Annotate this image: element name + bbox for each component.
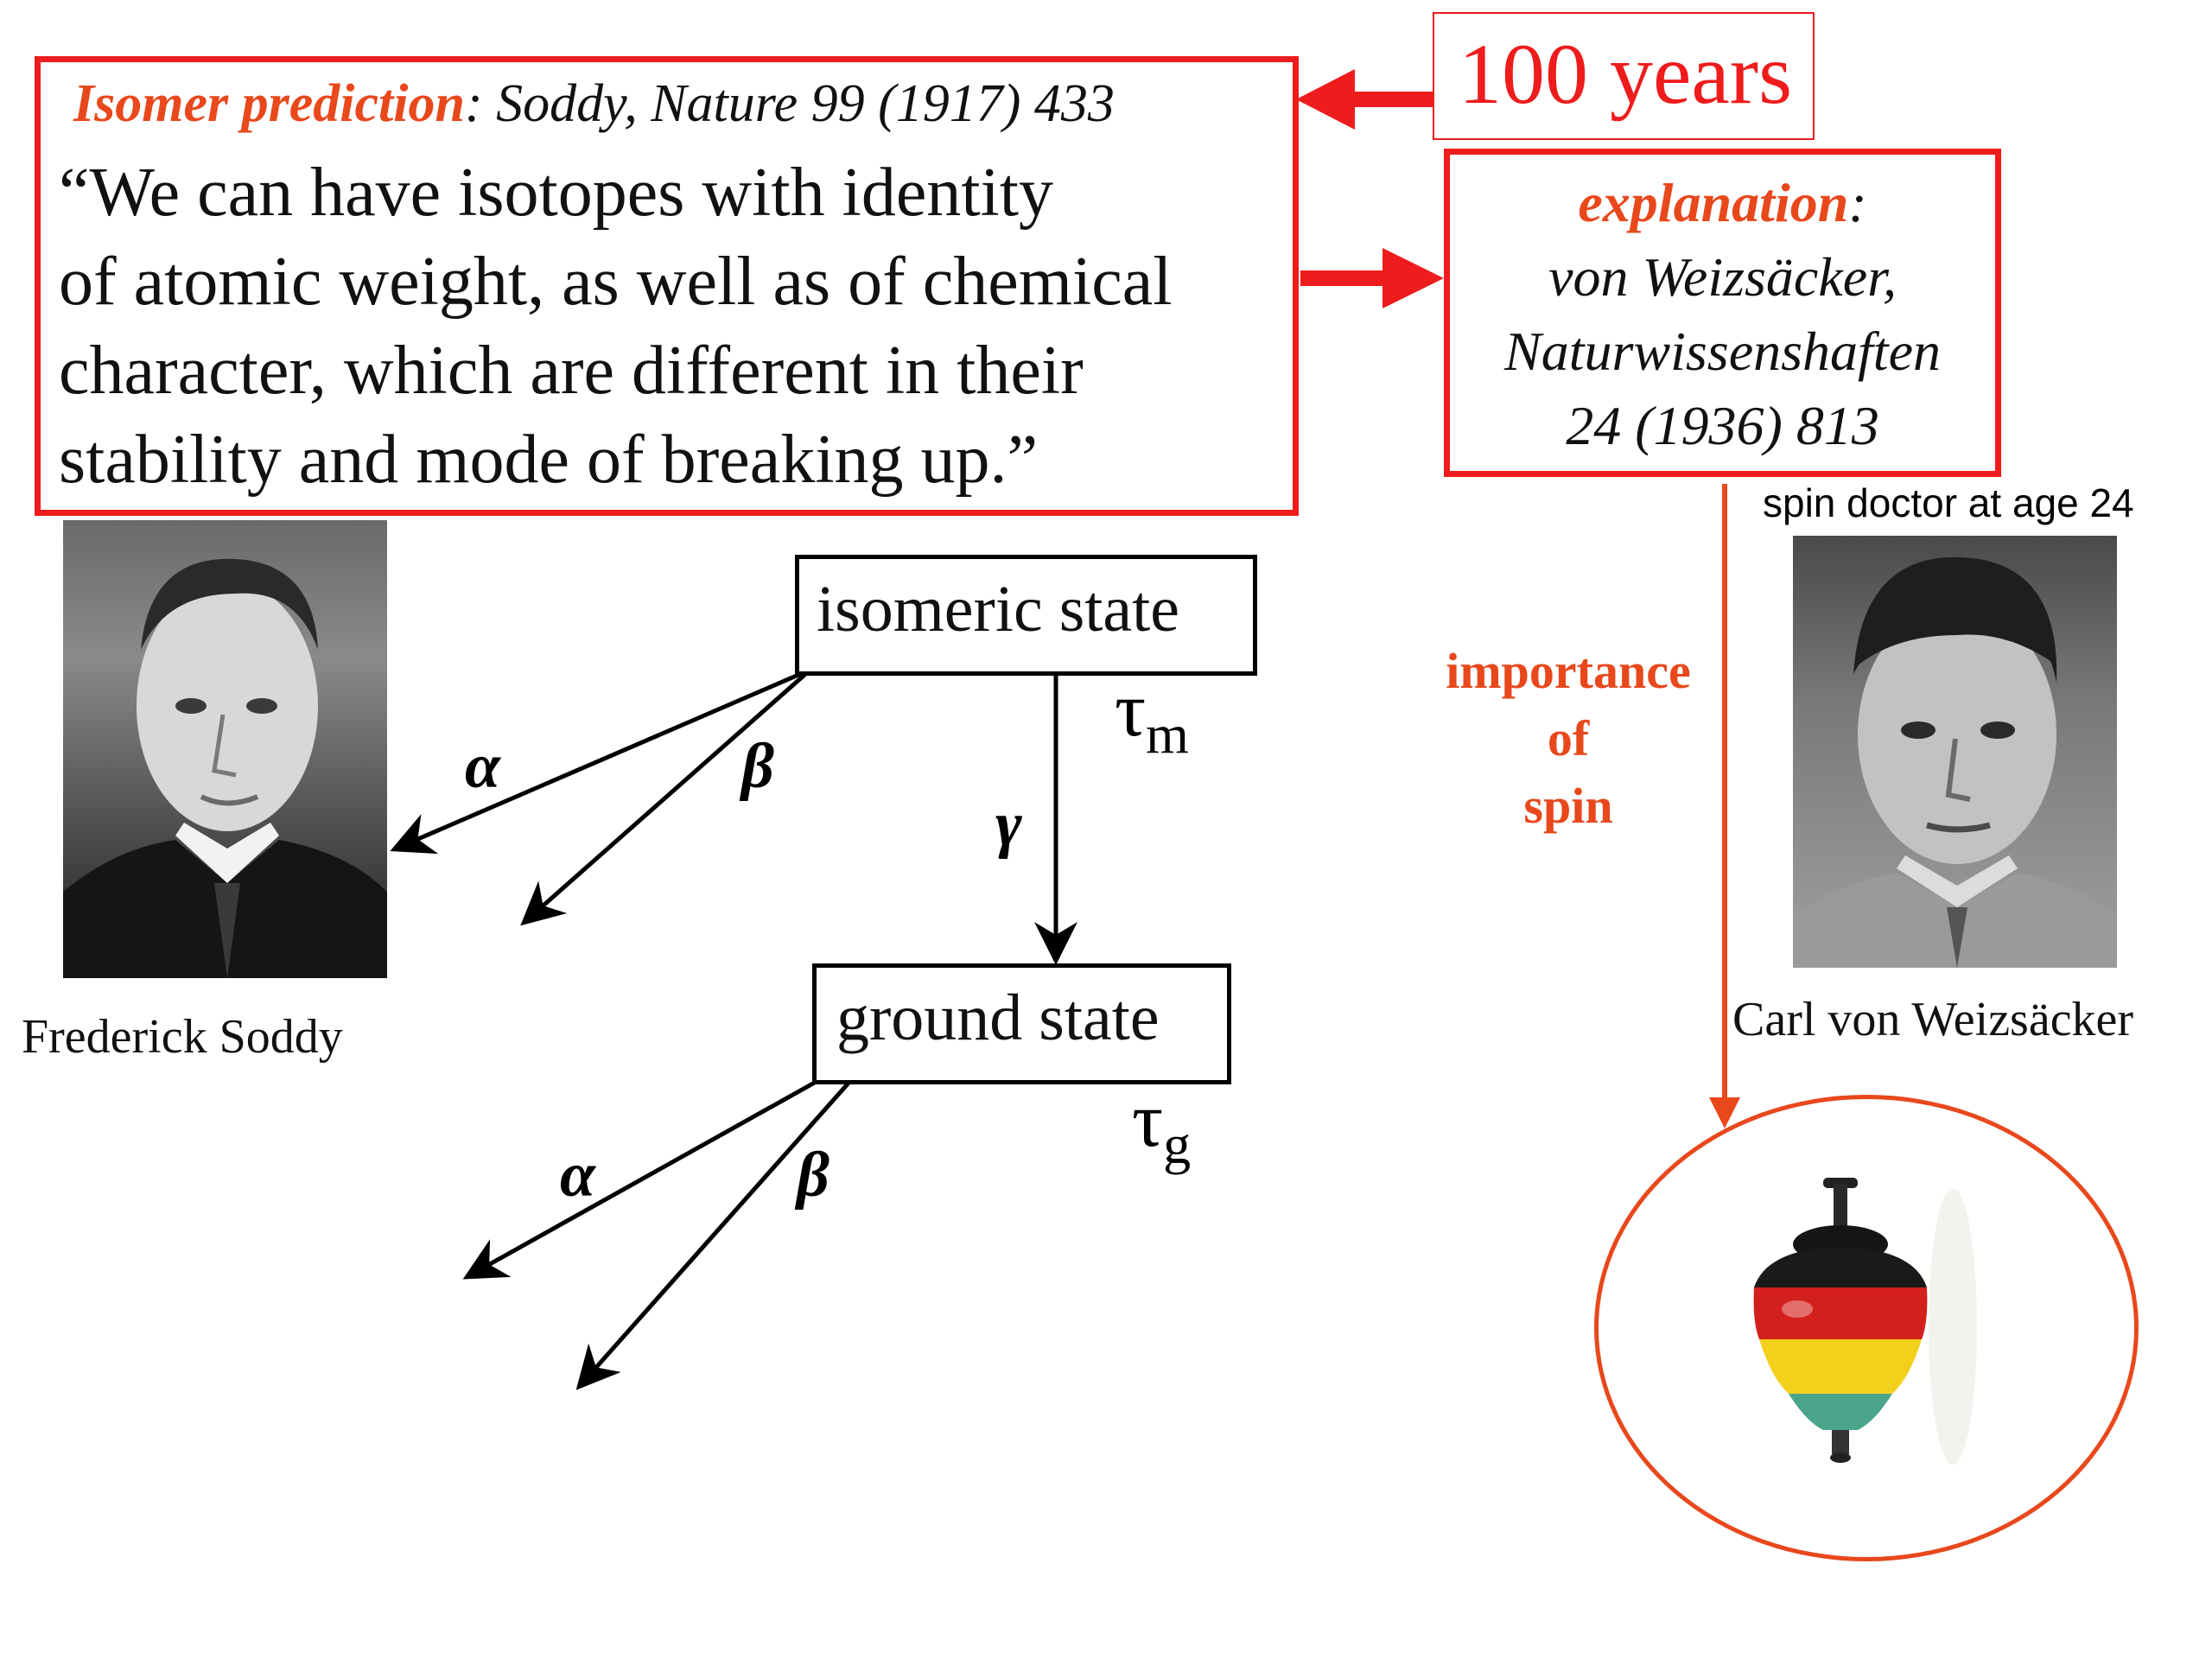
beta-label-isomeric: β <box>741 731 774 802</box>
explanation-line1: von Weizsäcker, <box>1548 246 1897 308</box>
spinning-top-icon <box>1737 1171 1979 1499</box>
importance-line2: of <box>1547 710 1590 766</box>
ground-state-label: ground state <box>836 982 1160 1054</box>
tau-g-label <box>1132 1076 1191 1177</box>
beta-label-ground: β <box>797 1140 830 1211</box>
arrow-prediction-to-explanation <box>1300 248 1444 308</box>
explanation-line2: Naturwissenshaften <box>1504 321 1941 382</box>
explanation-text <box>1444 166 2001 463</box>
portrait-soddy <box>63 520 387 978</box>
soddy-caption: Frederick Soddy <box>22 1010 343 1064</box>
importance-line3: spin <box>1523 778 1613 834</box>
gamma-label: γ <box>995 789 1022 860</box>
alpha-label-ground: α <box>560 1140 595 1211</box>
isomeric-state-label: isomeric state <box>817 573 1179 645</box>
prediction-label: Isomer prediction <box>73 74 465 133</box>
importance-line1: importance <box>1446 643 1691 699</box>
tau-symbol-m: τ <box>1115 667 1147 753</box>
alpha-label-isomeric: α <box>465 731 500 802</box>
spin-doctor-caption: spin doctor at age 24 <box>1763 480 2134 525</box>
tau-sub-g: g <box>1163 1114 1192 1175</box>
prediction-title <box>73 73 1115 135</box>
arrow-years-to-prediction <box>1296 69 1434 130</box>
prediction-citation: : Soddy, Nature 99 (1917) 433 <box>464 74 1115 133</box>
soddy-quote: “We can have isotopes with identity of atomic weight, as well as of chemical character, which are different in their stability and mode of breaking up.” <box>59 155 1173 498</box>
importance-of-spin <box>1421 638 1715 840</box>
arrow-ground-beta <box>579 1080 851 1387</box>
tau-sub-m: m <box>1146 703 1189 765</box>
explanation-line3: 24 (1936) 813 <box>1566 395 1879 456</box>
weizsacker-caption: Carl von Weizsäcker <box>1732 993 2134 1046</box>
tau-symbol-g: τ <box>1132 1077 1164 1163</box>
explanation-colon: : <box>1848 172 1867 233</box>
explanation-label: explanation <box>1578 172 1849 233</box>
years-label: 100 years <box>1459 26 1792 122</box>
portrait-weizsacker <box>1793 536 2117 968</box>
tau-m-label <box>1115 665 1189 766</box>
